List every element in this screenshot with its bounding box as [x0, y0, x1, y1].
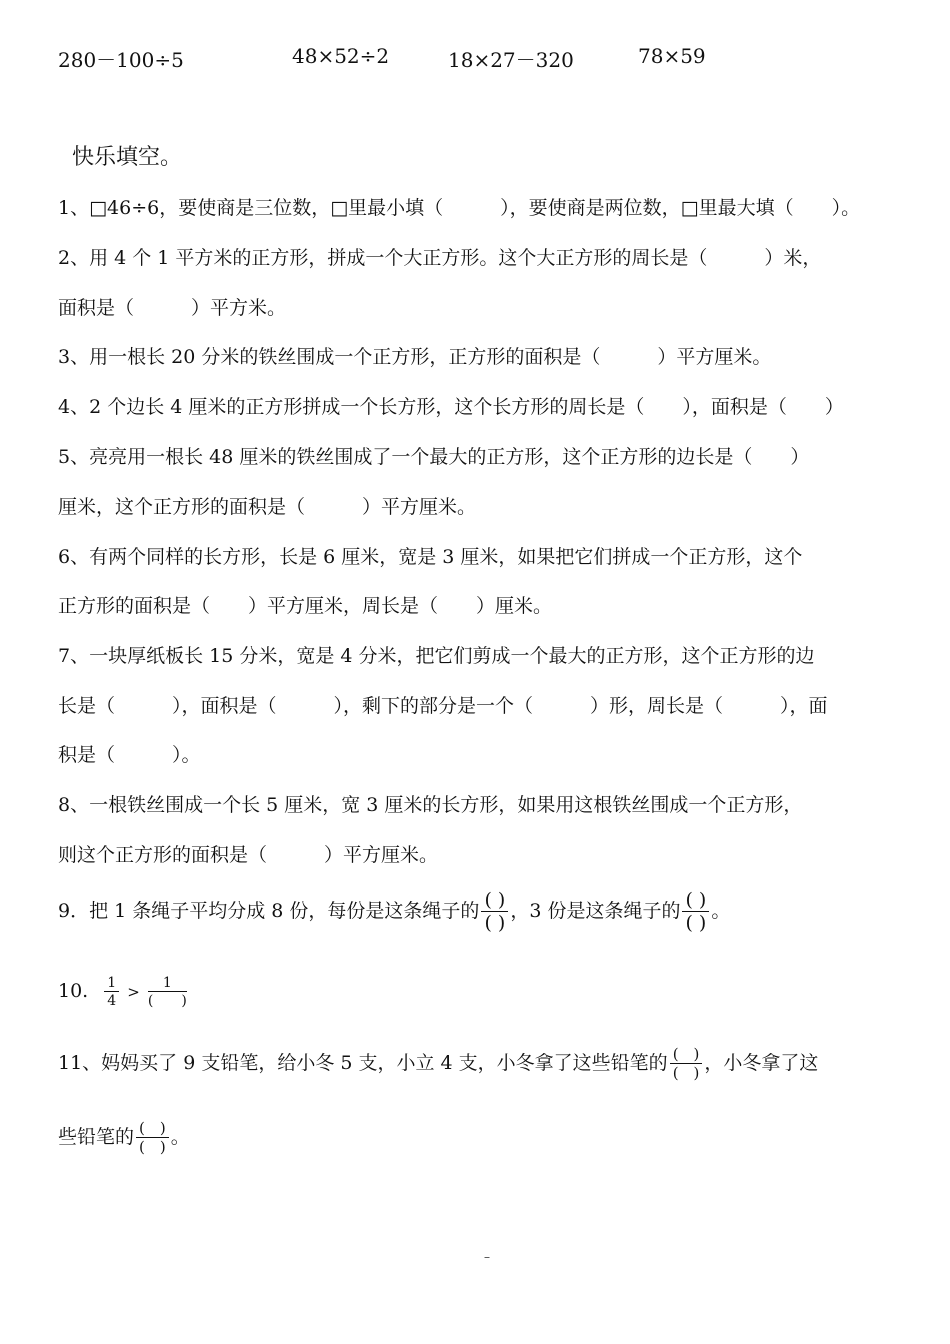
calc-item: 48×52÷2	[292, 44, 390, 68]
question-4: 4、2 个边长 4 厘米的正方形拼成一个长方形，这个长方形的周长是（ ），面积是（ ）	[58, 396, 844, 418]
fraction-denominator: ( )	[685, 912, 707, 934]
fraction-blank	[670, 1047, 703, 1081]
question-8-line-2: 则这个正方形的面积是（ ）平方厘米。	[58, 844, 439, 866]
fraction-numerator: ( )	[670, 1047, 703, 1064]
fraction-numerator: 1	[148, 976, 187, 992]
question-9-end: 。	[711, 900, 731, 922]
fraction-numerator: ( )	[682, 891, 709, 912]
question-6-line-1: 6、有两个同样的长方形，长是 6 厘米，宽是 3 厘米，如果把它们拼成一个正方形，这个	[58, 546, 803, 568]
fraction-denominator: 4	[107, 993, 117, 1009]
question-2-line-1: 2、用 4 个 1 平方米的正方形，拼成一个大正方形。这个大正方形的周长是（ ）米，	[58, 247, 822, 269]
fraction-left	[104, 976, 119, 1008]
question-11-end: 。	[170, 1126, 190, 1148]
page-footer-mark: –	[484, 1250, 490, 1264]
question-5-line-2: 厘米，这个正方形的面积是（ ）平方厘米。	[58, 496, 477, 518]
calculation-row	[0, 44, 950, 74]
fraction-blank	[481, 891, 508, 933]
question-11-line-2	[58, 1114, 928, 1160]
calc-item: 18×27－320	[448, 48, 574, 72]
fraction-right	[148, 976, 187, 1008]
question-9	[58, 888, 928, 934]
fraction-numerator: ( )	[481, 891, 508, 912]
question-10-label: 10.	[58, 980, 89, 1002]
question-11-line-1	[58, 1040, 928, 1086]
question-6-line-2: 正方形的面积是（ ）平方厘米，周长是（ ）厘米。	[58, 595, 553, 617]
fraction-denominator: ( )	[672, 1064, 700, 1082]
question-11-text-3: 些铅笔的	[58, 1126, 135, 1148]
fraction-denominator: ( )	[147, 993, 187, 1009]
question-8-line-1: 8、一根铁丝围成一个长 5 厘米，宽 3 厘米的长方形，如果用这根铁丝围成一个正方形，	[58, 794, 803, 816]
question-7-line-1: 7、一块厚纸板长 15 分米，宽是 4 分米，把它们剪成一个最大的正方形，这个正方形的边	[58, 645, 815, 667]
calc-item: 78×59	[638, 44, 706, 68]
greater-than-sign: >	[127, 983, 140, 1001]
question-3: 3、用一根长 20 分米的铁丝围成一个正方形，正方形的面积是（ ）平方厘米。	[58, 346, 772, 368]
question-10	[58, 968, 928, 1015]
question-9-text-2: ，3 份是这条绳子的	[510, 900, 681, 922]
question-5-line-1: 5、亮亮用一根长 48 厘米的铁丝围成了一个最大的正方形，这个正方形的边长是（ ）	[58, 446, 810, 468]
question-11-text-1: 11、妈妈买了 9 支铅笔，给小冬 5 支，小立 4 支，小冬拿了这些铅笔的	[58, 1052, 668, 1074]
question-1: 1、□46÷6，要使商是三位数，□里最小填（ ），要使商是两位数，□里最大填（ ）。	[58, 197, 861, 219]
fraction-denominator: ( )	[139, 1138, 166, 1156]
question-2-line-2: 面积是（ ）平方米。	[58, 297, 287, 319]
question-7-line-3: 积是（ ）。	[58, 744, 201, 766]
question-11-text-2: ，小冬拿了这	[704, 1052, 819, 1074]
calc-item: 280－100÷5	[58, 48, 184, 72]
fraction-denominator: ( )	[484, 912, 506, 934]
fraction-numerator: 1	[104, 976, 119, 992]
fraction-blank	[682, 891, 709, 933]
section-title: 快乐填空。	[72, 145, 183, 170]
question-9-text-1: 9．把 1 条绳子平均分成 8 份，每份是这条绳子的	[58, 900, 480, 922]
fraction-numerator: ( )	[136, 1121, 169, 1138]
fraction-blank	[136, 1121, 169, 1155]
question-7-line-2: 长是（ ），面积是（ ），剩下的部分是一个（ ）形，周长是（ ），面	[58, 695, 828, 717]
